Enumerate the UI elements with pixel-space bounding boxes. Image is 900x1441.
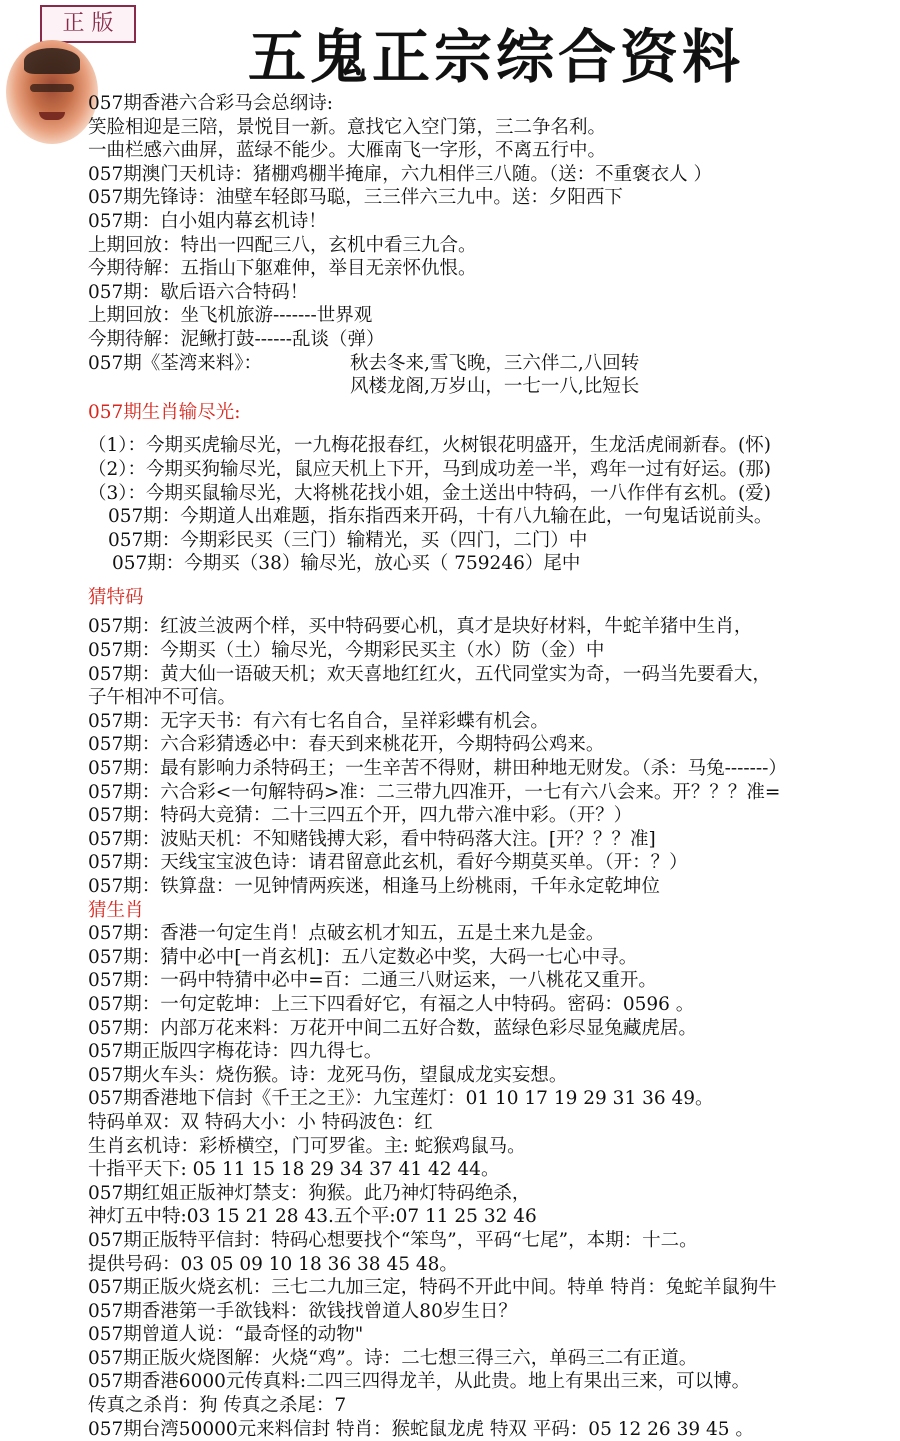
text-line: 十指平天下: 05 11 15 18 29 34 37 41 42 44。 — [88, 1159, 500, 1181]
text-line: （3）：今期买鼠输尽光，大将桃花找小姐，金土送出中特码，一八作伴有玄机。(爱) — [88, 482, 771, 504]
text-line: 057期火车头：烧伤猴。诗：龙死马伤，望鼠成龙实妄想。 — [88, 1064, 568, 1086]
text-line: 057期曾道人说：“最奇怪的动物" — [88, 1324, 364, 1346]
text-line: 提供号码：03 05 09 10 18 36 38 45 48。 — [88, 1253, 458, 1275]
text-line: 今期待解：泥鳅打鼓------乱谈（弹） — [88, 328, 385, 350]
text-line: 057期台湾50000元来料信封 特肖：猴蛇鼠龙虎 特双 平码：05 12 26 39 45 。 — [88, 1418, 754, 1440]
quatrain-row — [88, 352, 900, 376]
section-guess-zodiac — [88, 922, 900, 1441]
section-guess-special — [88, 615, 900, 898]
section-lose — [88, 434, 900, 576]
text-line: （1）：今期买虎输尽光，一九梅花报春红，火树银花明盛开，生龙活虎闹新春。(怀) — [88, 435, 771, 457]
text-line: 057期：内部万花来料：万花开中间二五好合数，蓝绿色彩尽显兔藏虎居。 — [88, 1017, 697, 1039]
text-line: （2）：今期买狗输尽光，鼠应天机上下开，马到成功差一半，鸡年一过有好运。(那) — [88, 458, 771, 480]
section-heading-zodiac-lose: 057期生肖输尽光: — [88, 401, 241, 423]
text-line: 057期：白小姐内幕玄机诗！ — [88, 210, 327, 232]
text-line: 057期：今期道人出难题，指东指西来开码，十有八九输在此，一句鬼话说前头。 — [108, 506, 773, 528]
text-line: 057期香港6000元传真料:二四三四得龙羊，从此贵。地上有果出三来，可以博。 — [88, 1371, 751, 1393]
text-line: 057期：一码中特猜中必中=百：二通三八财运来，一八桃花又重开。 — [88, 970, 657, 992]
text-line: 057期：今期买（38）输尽光，放心买（ 759246）尾中 — [112, 553, 581, 575]
text-line: 特码单双：双 特码大小：小 特码波色：红 — [88, 1111, 433, 1133]
text-line: 057期香港第一手欲钱料：欲钱找曾道人80岁生日？ — [88, 1300, 517, 1322]
text-line: 057期香港地下信封《千王之王》：九宝莲灯：01 10 17 19 29 31 36 49。 — [88, 1088, 714, 1110]
text-line: 上期回放：特出一四配三八，玄机中看三九合。 — [88, 234, 477, 256]
text-line: 057期：黄大仙一语破天机；欢天喜地红红火，五代同堂实为奇，一码当先要看大， — [88, 663, 771, 685]
text-line: 传真之杀肖：狗 传真之杀尾：7 — [88, 1395, 347, 1417]
text-line: 057期：铁算盘：一见钟情两疾迷，相逢马上纷桃雨，千年永定乾坤位 — [88, 876, 660, 897]
text-line: 057期正版火烧图解：火烧“鸡”。诗：二七想三得三六，单码三二有正道。 — [88, 1347, 698, 1369]
quatrain-line: 秋去冬来,雪飞晚，三六伴二,八回转 — [350, 352, 640, 374]
zhengban-badge: 正 版 — [40, 5, 136, 43]
section-heading-guess-special: 猜特码 — [88, 586, 144, 608]
portrait-avatar — [6, 40, 98, 144]
text-line: 057期：歇后语六合特码！ — [88, 281, 309, 303]
text-line: 057期红姐正版神灯禁支：狗猴。此乃神灯特码绝杀， — [88, 1182, 531, 1204]
text-line: 057期：一句定乾坤：上三下四看好它，有福之人中特码。密码：0596 。 — [88, 993, 695, 1015]
text-line: 057期正版特平信封：特码心想要找个“笨鸟”，平码“七尾”，本期：十二。 — [88, 1229, 698, 1251]
text-line: 057期：今期买（土）输尽光，今期彩民买主（水）防（金）中 — [88, 640, 605, 662]
text-line: 057期：六合彩<一句解特码>准：二三带九四准开，一七有六八会来。开？？？准= — [88, 781, 781, 803]
text-line: 笑脸相迎是三陪，景悦目一新。意找它入空门第，三二争名利。 — [88, 116, 607, 138]
text-line: 057期正版四字梅花诗：四九得七。 — [88, 1041, 383, 1063]
spacer — [88, 424, 900, 434]
avatar-eyes — [30, 84, 74, 92]
section-heading-guess-zodiac: 猜生肖 — [88, 899, 144, 921]
text-line: 057期先锋诗：油壁车轻郎马聪，三三伴六三九中。送：夕阳西下 — [88, 187, 623, 209]
text-line: 生肖玄机诗：彩桥横空，门可罗雀。主: 蛇猴鸡鼠马。 — [88, 1135, 526, 1157]
page-title: 五鬼正宗综合资料 — [248, 23, 745, 91]
text-line: 057期：六合彩猜透必中：春天到来桃花开，今期特码公鸡来。 — [88, 734, 605, 756]
text-line: 神灯五中特:03 15 21 28 43.五个平:07 11 25 32 46 — [88, 1206, 537, 1228]
text-line: 057期香港六合彩马会总纲诗: — [88, 93, 334, 114]
text-line: 057期：香港一句定生肖！点破玄机才知五，五是土来九是金。 — [88, 923, 605, 945]
avatar-hair — [24, 48, 80, 74]
text-line: 子午相冲不可信。 — [88, 687, 237, 709]
text-line: 057期：波贴天机：不知赌钱搏大彩，看中特码落大注。[开？？？准] — [88, 828, 656, 850]
quatrain-row — [88, 375, 900, 399]
quatrain-line: 风楼龙阁,万岁山，一七一八,比短长 — [350, 376, 640, 398]
text-line: 一曲栏感六曲屏，蓝绿不能少。大雁南飞一字形，不离五行中。 — [88, 140, 607, 162]
quatrain-spacer — [88, 375, 350, 399]
avatar-mouth — [39, 112, 65, 120]
content-body — [88, 92, 900, 1441]
text-line: 057期：特码大竞猜：二十三四五个开，四九带六准中彩。（开？） — [88, 805, 633, 827]
quatrain-label: 057期《荃湾来料》： — [88, 352, 263, 374]
text-line: 上期回放：坐飞机旅游-------世界观 — [88, 305, 373, 327]
text-line: 057期正版火烧玄机：三七二九加三定，特码不开此中间。特单 特肖：兔蛇羊鼠狗牛 — [88, 1277, 777, 1299]
text-line: 057期：最有影响力杀特码王；一生辛苦不得财，耕田种地无财发。（杀：马兔-------） — [88, 758, 787, 780]
text-line: 057期澳门天机诗：猪棚鸡棚半掩扉，六九相伴三八随。（送：不重褒衣人 ） — [88, 163, 712, 185]
text-line: 057期：红波兰波两个样，买中特码要心机，真才是块好材料，牛蛇羊猪中生肖， — [88, 616, 753, 638]
section-poems — [88, 92, 900, 399]
text-line: 今期待解：五指山下躯难伸，举目无亲怀仇恨。 — [88, 258, 477, 280]
text-line: 057期：天线宝宝波色诗：请君留意此玄机，看好今期莫买单。（开：？） — [88, 852, 688, 874]
text-line: 057期：今期彩民买（三门）输精光，买（四门，二门）中 — [108, 529, 588, 551]
spacer — [88, 576, 900, 586]
text-line: 057期：无字天书：有六有七名自合，呈祥彩蝶有机会。 — [88, 710, 549, 732]
text-line: 057期：猜中必中[一肖玄机]：五八定数必中奖，大码一七心中寻。 — [88, 946, 638, 968]
